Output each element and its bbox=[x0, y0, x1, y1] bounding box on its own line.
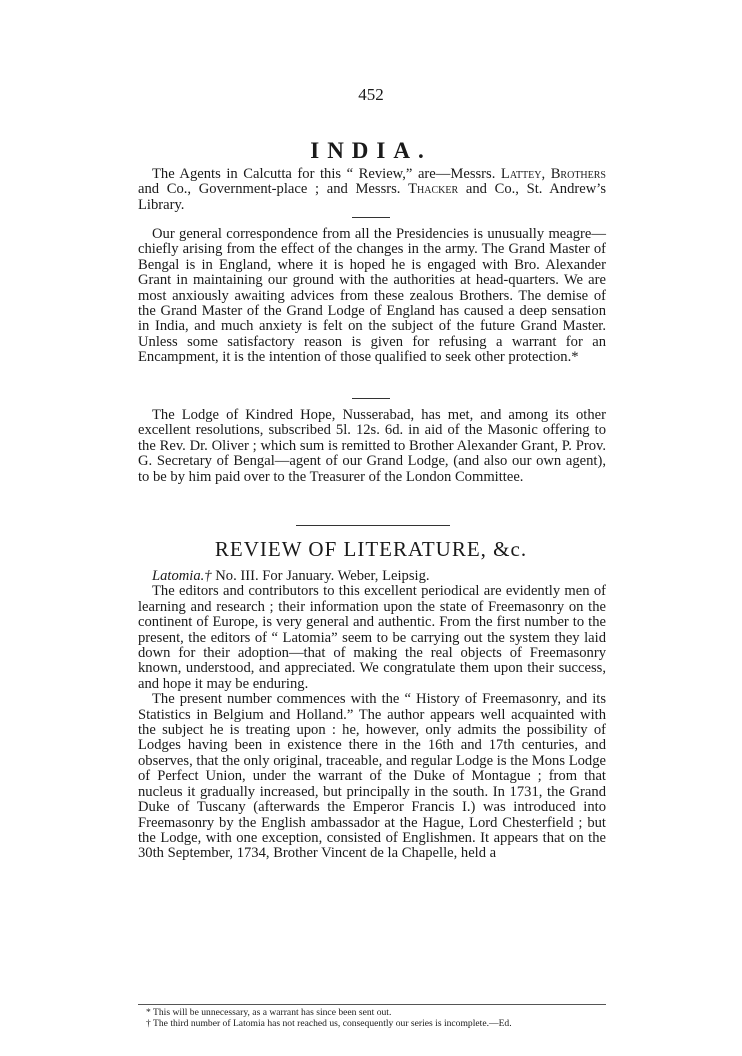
agents-paragraph bbox=[138, 167, 606, 213]
lodge-paragraph bbox=[138, 408, 606, 485]
agent-name-lattey: Lattey, Brothers bbox=[500, 166, 606, 182]
footnote-2: † The third number of Latomia has not reached us, consequently our series is incomplete.—Ed. bbox=[146, 1018, 512, 1029]
agents-text-post: and Co., St. Andrew’s Library. bbox=[138, 181, 607, 213]
page-number: 452 bbox=[358, 85, 384, 104]
short-divider bbox=[352, 217, 390, 218]
lodge-text: The Lodge of Kindred Hope, Nusserabad, has met, and among its other excellent resolutions, subscribed 5l. 12s. 6d. in aid of the Masonic offering to the Rev. Dr. Oliver ; which sum is remitted to Brother Alexander Grant, P. Prov. G. Secretary of Bengal—agent of our Grand Lodge, (and also our own agent), to be by him paid over to the Treasurer of the London Committee. bbox=[138, 407, 606, 485]
agents-text-mid: and Co., Government-place ; and Messrs. bbox=[138, 181, 409, 198]
footnote-1: * This will be unnecessary, as a warrant has since been sent out. bbox=[146, 1007, 392, 1018]
present-number-text: The present number commences with the “ History of Freemasonry, and its Statistics in Belgium and Holland.” The author appears well acquainted with the subject he is treating upon : he, however, only admits the possibility of Lodges having been in existence there in the 16th and 17th centuries, and observes, that the only original, traceable, and regular Lodge is the Mons Lodge of Perfect Union, under the warrant of the Duke of Montague ; from that nucleus it gradually increased, but principally in the south. In 1731, the Grand Duke of Tuscany (afterwards the Emperor Francis I.) was introduced into Freemasonry by the English ambassador at the Hague, Lord Chesterfield ; but the Lodge, with one exception, consisted of Englishmen. It appears that on the 30th September, 1734, Brother Vincent de la Chapelle, held a bbox=[138, 691, 606, 862]
section-divider bbox=[296, 525, 450, 526]
footnotes bbox=[146, 1007, 606, 1029]
correspondence-text: Our general correspondence from all the Presidencies is unusually meagre—chiefly arising from the effect of the changes in the army. The Grand Master of Bengal is in England, where it is hoped he is engaged with Bro. Alexander Grant in maintaining our ground with the authorities at head-quarters. We are most anxiously awaiting advices from these zealous Brothers. The demise of the Grand Master of the Grand Lodge of England has caused a deep sensation in India, and much anxiety is felt on the subject of the future Grand Master. Unless some satisfactory reason is given for refusing a warrant for an Encampment, it is the intention of those qualified to seek other protection.* bbox=[138, 226, 606, 366]
latomia-detail: No. III. For January. Weber, Leipsig. bbox=[211, 568, 430, 584]
agents-text-pre: The Agents in Calcutta for this “ Review,” are—Messrs. bbox=[152, 166, 501, 182]
section-title: INDIA. bbox=[310, 138, 432, 163]
review-body bbox=[138, 569, 606, 862]
short-divider bbox=[352, 398, 390, 399]
footnote-rule bbox=[138, 1004, 606, 1005]
correspondence-paragraph bbox=[138, 227, 606, 366]
editors-text: The editors and contributors to this excellent periodical are evidently men of learning and research ; their information upon the state of Freemasonry on the continent of Europe, is very general and authentic. From the first number to the present, the editors of “ Latomia” seem to be carrying out the system they laid down for their adoption—that of making the real objects of Freemasonry known, understood, and appreciated. We congratulate them upon their success, and hope it may be enduring. bbox=[138, 583, 606, 692]
agent-name-thacker: Thacker bbox=[408, 181, 459, 198]
review-title: REVIEW OF LITERATURE, &c. bbox=[214, 537, 528, 561]
latomia-title: Latomia.† bbox=[152, 568, 212, 584]
